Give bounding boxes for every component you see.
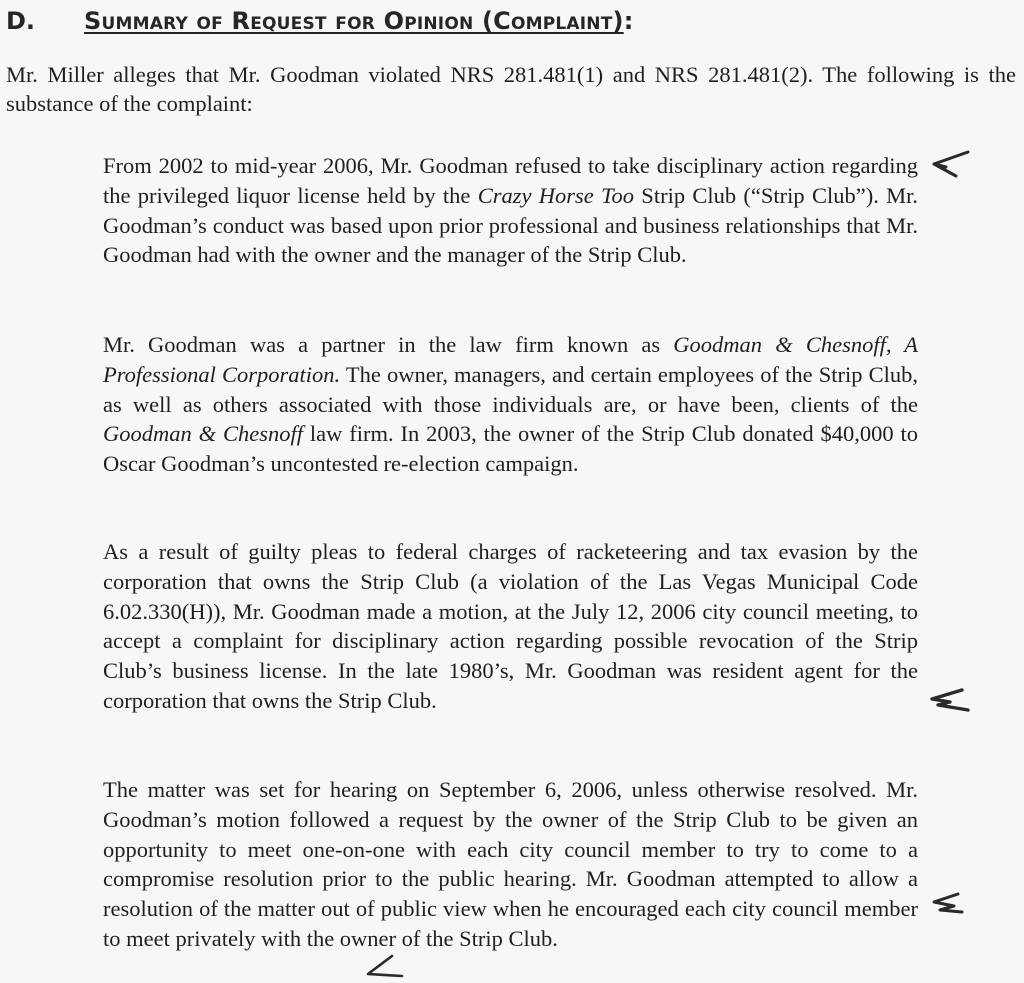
complaint-paragraph-2 (103, 330, 918, 479)
p3-text-1: As a result of guilty pleas to federal charges of racketeering and tax evasion by the corporation that owns the Strip Club (a violation of the Las Vegas Municipal Code 6.02.330(H)), Mr. Goodman made a motion, at the July 12, 2006 city council meeting, to accept a complaint for disciplinary action regarding possible revocation of the Strip Club’s business license. In the late 1980’s, Mr. Goodman was resident agent for the corporation that owns the Strip Club. (103, 539, 918, 713)
handwritten-check-icon (362, 952, 408, 982)
complaint-paragraph-1 (103, 151, 918, 270)
p2-text-1: Mr. Goodman was a partner in the law firm known as (103, 332, 674, 357)
handwritten-check-icon (928, 888, 974, 918)
p1-text-2: Strip Club (“Strip Club”). Mr. Goodman’s conduct was based upon prior professional and business relationships that Mr. Goodman had with the owner and the manager of the Strip Club. (103, 182, 918, 268)
p1-text-1: From 2002 to mid-year 2006, Mr. Goodman refused to take disciplinary action regarding the privileged liquor license held by the (103, 153, 918, 208)
p2-firm-name-short: Goodman & Chesnoff (103, 421, 304, 447)
section-title: Summary of Request for Opinion (Complaint) (84, 7, 624, 35)
section-heading (6, 6, 633, 38)
p2-text-3: law firm. In 2003, the owner of the Strip Club donated $40,000 to Oscar Goodman’s uncontested re-election campaign. (103, 421, 918, 477)
handwritten-check-icon (928, 148, 974, 178)
complaint-paragraph-3 (103, 537, 918, 716)
p2-firm-name: Goodman & Chesnoff, A Professional Corporation. (103, 332, 918, 387)
handwritten-check-icon (928, 686, 974, 716)
section-letter: D. (6, 7, 36, 35)
p4-text-1: The matter was set for hearing on September 6, 2006, unless otherwise resolved. Mr. Goodman’s motion followed a request by the owner of the Strip Club to be given an opportunity to meet one-on-one with each city council member to try to come to a compromise resolution prior to the public hearing. Mr. Goodman attempted to allow a resolution of the matter out of public view when he encouraged each city council member to meet privately with the owner of the Strip Club. (103, 777, 918, 951)
p2-text-2: The owner, managers, and certain employees of the Strip Club, as well as others associated with those individuals are, or have been, clients of the (103, 361, 918, 417)
p1-club-name: Crazy Horse Too (477, 182, 635, 208)
section-colon: : (623, 7, 634, 35)
complaint-paragraph-4 (103, 775, 918, 954)
intro-paragraph: Mr. Miller alleges that Mr. Goodman violated NRS 281.481(1) and NRS 281.481(2). The following is the substance of the complaint: (6, 62, 1016, 116)
